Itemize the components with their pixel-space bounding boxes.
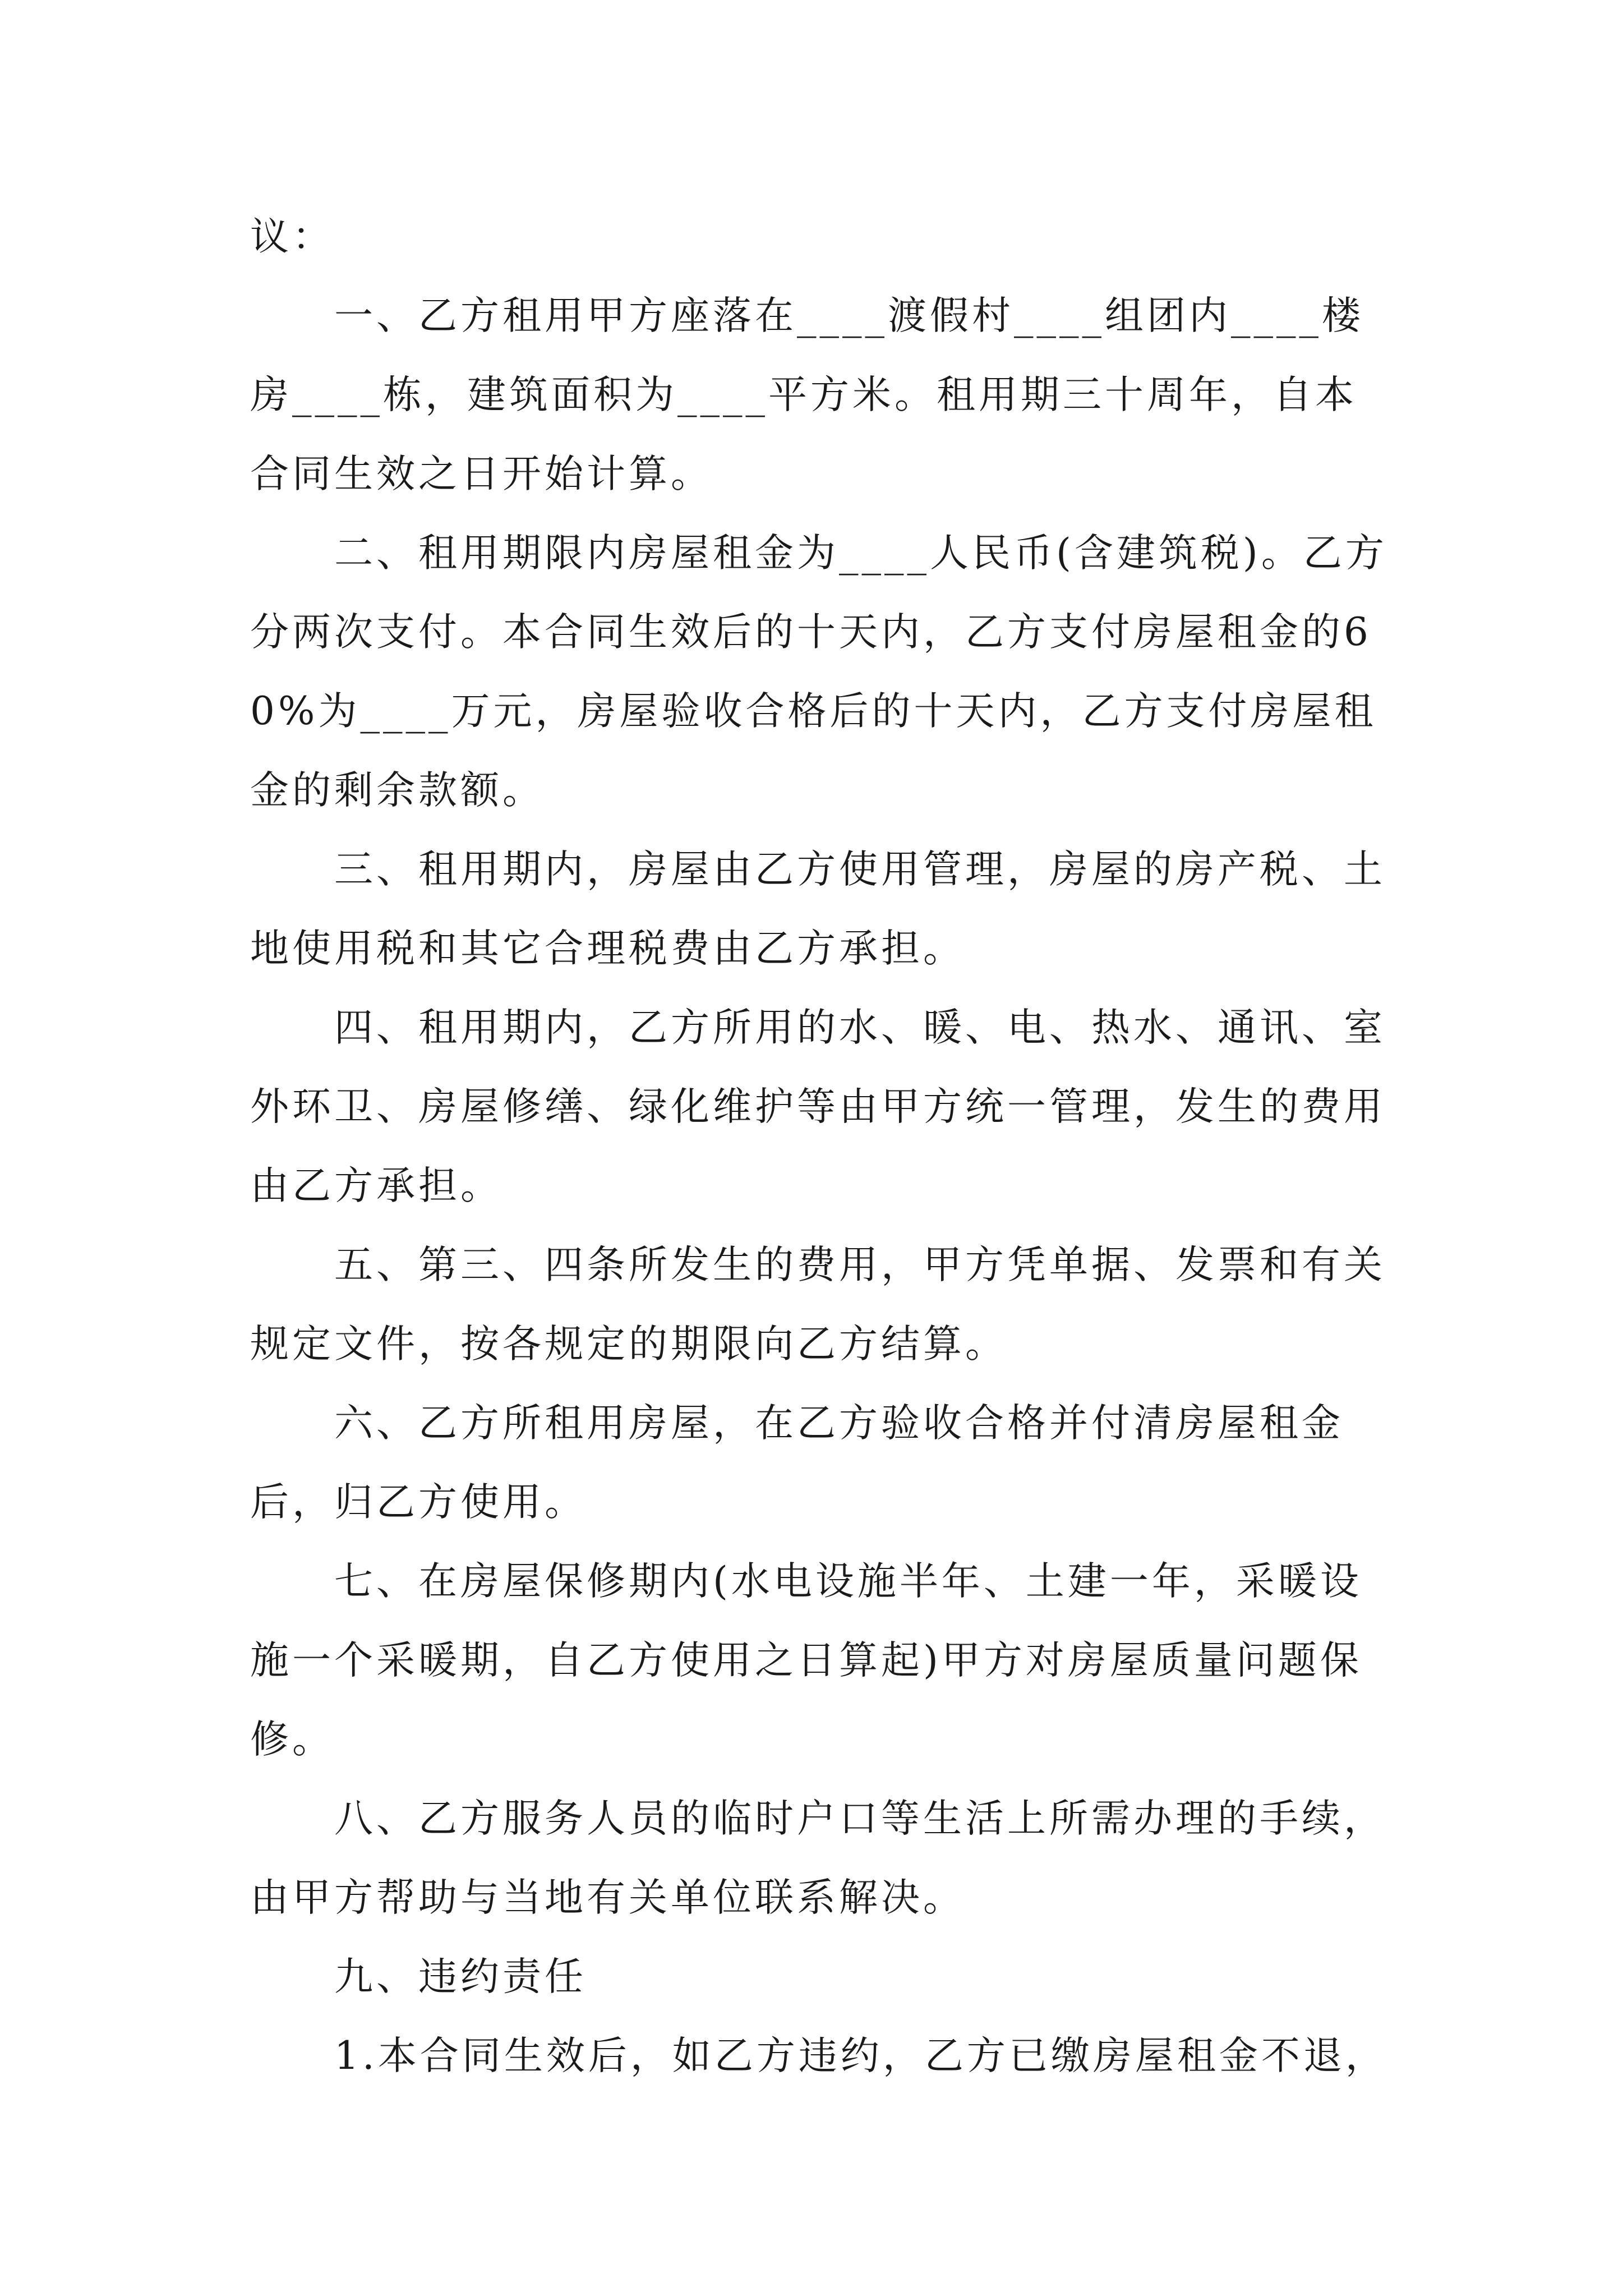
- clause-7-warranty: 七、在房屋保修期内(水电设施半年、土建一年，采暖设施一个采暖期，自乙方使用之日算起)甲方对房屋质量问题保修。: [250, 1559, 1362, 1762]
- clause-9-item-1: 1.本合同生效后，如乙方违约，乙方已缴房屋租金不退，: [334, 2033, 1387, 2078]
- clause-8-staff-registration: 八、乙方服务人员的临时户口等生活上所需办理的手续，由甲方帮助与当地有关单位联系解决。: [250, 1796, 1386, 1920]
- clause-2-rent-payment: 二、租用期限内房屋租金为____人民币(含建筑税)。乙方分两次支付。本合同生效后的十天内，乙方支付房屋租金的60%为____万元，房屋验收合格后的十天内，乙方支付房屋租金的剩余款额。: [250, 531, 1387, 813]
- clause-4-utilities: 四、租用期内，乙方所用的水、暖、电、热水、通讯、室外环卫、房屋修缮、绿化维护等由甲方统一管理，发生的费用由乙方承担。: [250, 1005, 1386, 1208]
- clause-3-management-taxes: 三、租用期内，房屋由乙方使用管理，房屋的房产税、土地使用税和其它合理税费由乙方承担。: [250, 847, 1386, 971]
- paragraph-continuation: 议：: [250, 214, 334, 259]
- clause-5-settlement: 五、第三、四条所发生的费用，甲方凭单据、发票和有关规定文件，按各规定的期限向乙方结算。: [250, 1243, 1386, 1366]
- clause-9-heading-liability: 九、违约责任: [334, 1954, 587, 1999]
- clause-1-lease-location: 一、乙方租用甲方座落在____渡假村____组团内____楼房____栋，建筑面积为____平方米。租用期三十周年，自本合同生效之日开始计算。: [250, 293, 1364, 496]
- clause-6-usage: 六、乙方所租用房屋，在乙方验收合格并付清房屋租金后，归乙方使用。: [250, 1401, 1344, 1525]
- contract-body: [250, 197, 1389, 2096]
